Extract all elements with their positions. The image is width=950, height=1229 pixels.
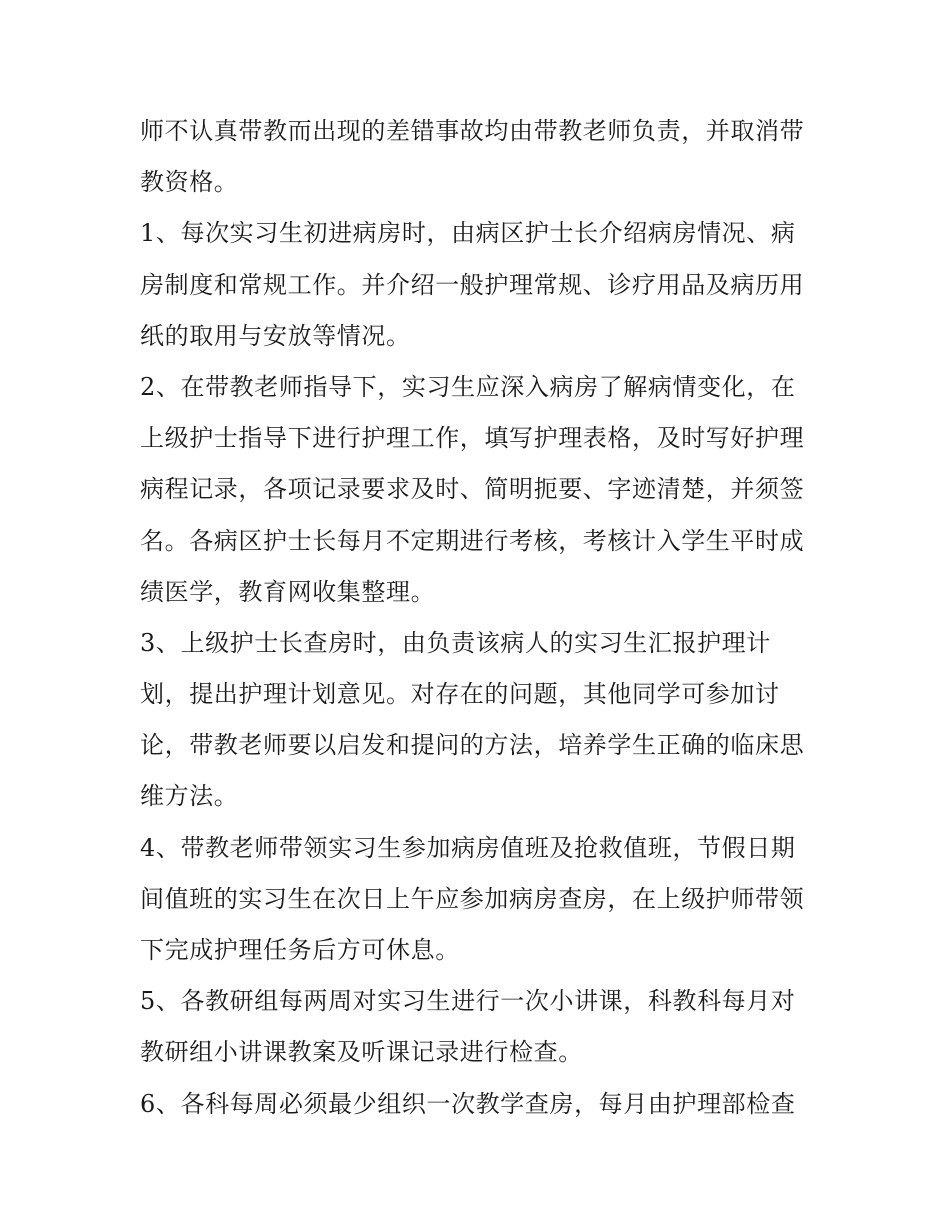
text-line: 间值班的实习生在次日上午应参加病房查房，在上级护师带领 <box>140 884 805 913</box>
text-line: 下完成护理任务后方可休息。 <box>140 936 460 964</box>
text-line: 1、每次实习生初进病房时，由病区护士长介绍病房情况、病 <box>140 219 796 248</box>
text-line: 维方法。 <box>140 782 239 811</box>
text-line: 教研组小讲课教案及听课记录进行检查。 <box>140 1038 583 1067</box>
text-line: 5、各教研组每两周对实习生进行一次小讲课，科教科每月对 <box>140 987 796 1016</box>
text-line: 房制度和常规工作。并介绍一般护理常规、诊疗用品及病历用 <box>140 270 805 299</box>
text-line: 绩医学，教育网收集整理。 <box>140 577 436 606</box>
text-line: 名。各病区护士长每月不定期进行考核，考核计入学生平时成 <box>140 526 805 555</box>
text-line: 划，提出护理计划意见。对存在的问题，其他同学可参加讨 <box>140 680 780 709</box>
text-line: 教资格。 <box>140 168 239 197</box>
text-line: 病程记录，各项记录要求及时、简明扼要、字迹清楚，并须签 <box>140 475 805 504</box>
text-line: 3、上级护士长查房时，由负责该病人的实习生汇报护理计 <box>140 628 771 657</box>
document-body <box>140 106 820 1130</box>
text-line: 纸的取用与安放等情况。 <box>140 321 411 350</box>
text-line: 师不认真带教而出现的差错事故均由带教老师负责，并取消带 <box>140 117 805 145</box>
text-line: 2、在带教老师指导下，实习生应深入病房了解病情变化，在 <box>140 372 796 401</box>
text-line: 4、带教老师带领实习生参加病房值班及抢救值班，节假日期 <box>140 833 796 862</box>
text-line: 上级护士指导下进行护理工作，填写护理表格，及时写好护理 <box>140 424 805 453</box>
text-line: 论，带教老师要以启发和提问的方法，培养学生正确的临床思 <box>140 731 805 760</box>
text-line: 6、各科每周必须最少组织一次教学查房，每月由护理部检查 <box>140 1089 796 1118</box>
